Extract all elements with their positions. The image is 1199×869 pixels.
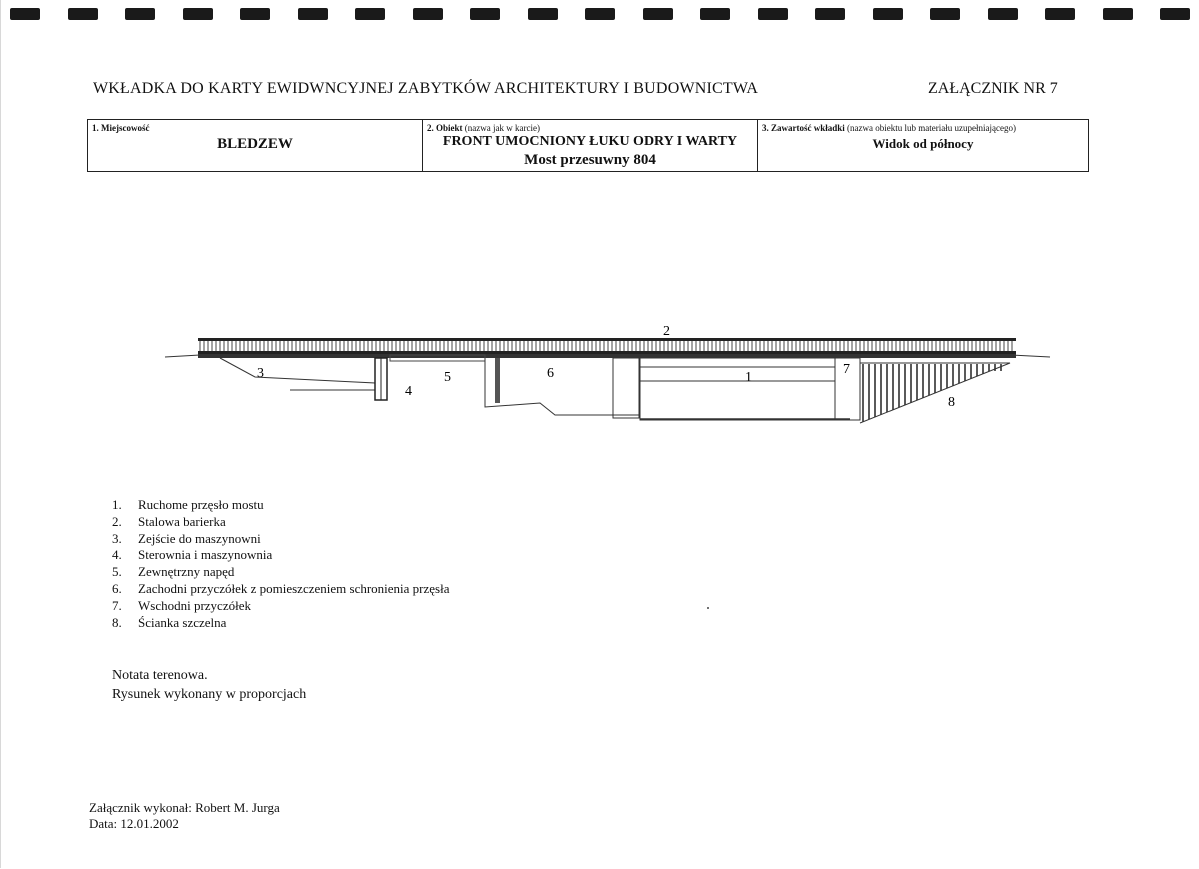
- legend-list: [112, 497, 450, 631]
- legend-num: 5.: [112, 564, 122, 580]
- attachment-number: ZAŁĄCZNIK NR 7: [928, 80, 1058, 97]
- binding-hole: [988, 8, 1018, 20]
- cell-label-text: 1. Miejscowość: [92, 123, 150, 133]
- binding-hole: [1160, 8, 1190, 20]
- drawing-label-6: 6: [547, 366, 554, 381]
- binding-hole: [585, 8, 615, 20]
- document-title: WKŁADKA DO KARTY EWIDWNCYJNEJ ZABYTKÓW ARCHITEKTURY I BUDOWNICTWA: [93, 80, 759, 97]
- binding-holes: [0, 8, 1199, 22]
- binding-hole: [413, 8, 443, 20]
- binding-hole: [700, 8, 730, 20]
- contents-value: Widok od północy: [872, 136, 974, 151]
- binding-hole: [643, 8, 673, 20]
- drawing-label-3: 3: [257, 366, 264, 381]
- legend-num: 8.: [112, 614, 122, 630]
- cell-label-rest: (nazwa jak w karcie): [464, 123, 540, 133]
- cell-label: [427, 123, 540, 133]
- footer-author: Załącznik wykonał: Robert M. Jurga: [89, 800, 280, 815]
- cell-label: [762, 123, 1016, 133]
- drawing-label-1: 1: [745, 370, 752, 385]
- cell-label: [92, 123, 149, 133]
- cell-label-bold: 3. Zawartość wkładki: [762, 123, 845, 133]
- legend-item: [112, 581, 450, 598]
- scan-speck: [707, 607, 709, 609]
- drawing-label-7: 7: [843, 362, 850, 377]
- legend-item: [112, 615, 450, 632]
- descent-structure: [220, 358, 375, 390]
- footer-date: Data: 12.01.2002: [89, 816, 179, 831]
- binding-hole: [470, 8, 500, 20]
- binding-hole: [68, 8, 98, 20]
- drawing-label-2: 2: [663, 324, 670, 339]
- binding-hole: [125, 8, 155, 20]
- binding-hole: [10, 8, 40, 20]
- binding-hole: [873, 8, 903, 20]
- legend-text: Ścianka szczelna: [138, 614, 227, 630]
- legend-item: [112, 497, 450, 514]
- binding-hole: [528, 8, 558, 20]
- notes-line-2: Rysunek wykonany w proporcjach: [112, 687, 307, 702]
- legend-text: Ruchome przęsło mostu: [138, 497, 264, 512]
- legend-item: [112, 564, 450, 581]
- legend-num: 7.: [112, 597, 122, 613]
- notes-line-1: Notata terenowa.: [112, 668, 208, 683]
- locality-value: BLEDZEW: [217, 136, 293, 152]
- legend-text: Sterownia i maszynownia: [138, 547, 273, 563]
- legend-num: 6.: [112, 580, 122, 596]
- ground-line-west: [165, 355, 200, 357]
- railing: [198, 338, 1016, 354]
- binding-hole: [298, 8, 328, 20]
- drawing-label-5: 5: [444, 370, 451, 385]
- legend-text: Wschodni przyczółek: [138, 597, 251, 613]
- legend-item: [112, 514, 450, 531]
- bridge-drawing: [160, 315, 1060, 435]
- legend-text: Zewnętrzny napęd: [138, 564, 235, 580]
- legend-num: 1.: [112, 497, 122, 512]
- legend-item: [112, 547, 450, 564]
- legend-text: Zejście do maszynowni: [138, 530, 261, 546]
- west-abutment: [485, 358, 640, 415]
- binding-hole: [815, 8, 845, 20]
- binding-hole: [355, 8, 385, 20]
- cell-label-bold: 2. Obiekt: [427, 123, 463, 133]
- field-notes: [112, 666, 306, 704]
- binding-hole: [240, 8, 270, 20]
- legend-num: 3.: [112, 530, 122, 546]
- legend-num: 2.: [112, 513, 122, 529]
- info-cell-contents: [758, 120, 1088, 171]
- object-value-line2: Most przesuwny 804: [524, 152, 656, 168]
- binding-hole: [930, 8, 960, 20]
- drawing-label-4: 4: [405, 384, 412, 399]
- binding-hole: [758, 8, 788, 20]
- legend-item: [112, 598, 450, 615]
- binding-hole: [1103, 8, 1133, 20]
- drawing-label-8: 8: [948, 395, 955, 410]
- legend-item: [112, 531, 450, 548]
- object-value-line1: FRONT UMOCNIONY ŁUKU ODRY I WARTY: [442, 134, 738, 149]
- info-cell-object: [423, 120, 758, 171]
- document-footer: [89, 800, 280, 832]
- legend-text: Zachodni przyczółek z pomieszczeniem schronienia przęsła: [138, 580, 450, 596]
- info-cell-locality: [88, 120, 423, 171]
- legend-text: Stalowa barierka: [138, 513, 226, 529]
- binding-hole: [183, 8, 213, 20]
- binding-hole: [1045, 8, 1075, 20]
- info-table: [87, 119, 1089, 172]
- bridge-deck: [198, 354, 1016, 358]
- cell-label-rest: (nazwa obiektu lub materiału uzupełniającego): [847, 123, 1016, 133]
- legend-num: 4.: [112, 547, 122, 563]
